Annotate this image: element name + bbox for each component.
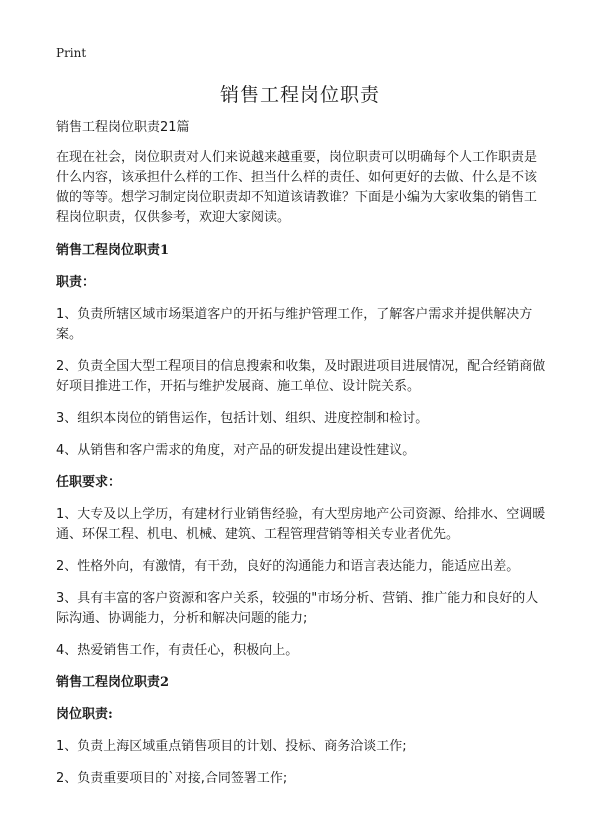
document-body [56, 118, 548, 801]
section1-duties-heading: 职责： [56, 275, 96, 290]
section1-duty-item: 4、从销售和客户需求的角度，对产品的研发提出建设性建议。 [56, 443, 416, 458]
document-title: 销售工程岗位职责 [219, 84, 380, 106]
section1-duty-item: 3、组织本岗位的销售运作，包括计划、组织、进度控制和检讨。 [56, 411, 429, 426]
section1-requirement-item: 4、热爱销售工作，有责任心，积极向上。 [56, 643, 299, 658]
section2-duty-item: 2、负责重要项目的`对接,合同签署工作; [56, 771, 288, 786]
print-link[interactable]: Print [56, 46, 87, 60]
section2-duty-item: 1、负责上海区域重点销售项目的计划、投标、商务洽谈工作; [56, 739, 407, 754]
section1-requirement-item: 1、大专及以上学历，有建材行业销售经验，有大型房地产公司资源、给排水、空调暖通、环保工程、机电、机械、建筑、工程管理营销等相关专业者优先。 [56, 507, 546, 542]
section2-heading: 销售工程岗位职责2 [56, 675, 170, 690]
section1-heading: 销售工程岗位职责1 [56, 243, 170, 258]
intro-paragraph: 在现在社会，岗位职责对人们来说越来越重要，岗位职责可以明确每个人工作职责是什么内容，该承担什么样的工作、担当什么样的责任、如何更好的去做、什么是不该做的等等。想学习制定岗位职责却不知道该请教谁？下面是小编为大家收集的销售工程岗位职责，仅供参考，欢迎大家阅读。 [56, 150, 538, 225]
section1-requirement-item: 3、具有丰富的客户资源和客户关系，较强的"市场分析、营销、推广能力和良好的人际沟通、协调能力，分析和解决问题的能力; [56, 591, 539, 626]
section1-requirements-heading: 任职要求： [56, 475, 122, 490]
section1-duty-item: 1、负责所辖区域市场渠道客户的开拓与维护管理工作，了解客户需求并提供解决方案。 [56, 307, 533, 342]
section2-duties-heading: 岗位职责: [56, 707, 113, 722]
section1-duty-item: 2、负责全国大型工程项目的信息搜索和收集，及时跟进项目进展情况，配合经销商做好项目推进工作，开拓与维护发展商、施工单位、设计院关系。 [56, 359, 546, 394]
document-subtitle: 销售工程岗位职责21篇 [56, 120, 190, 135]
section1-requirement-item: 2、性格外向，有激情，有干劲，良好的沟通能力和语言表达能力，能适应出差。 [56, 559, 520, 574]
